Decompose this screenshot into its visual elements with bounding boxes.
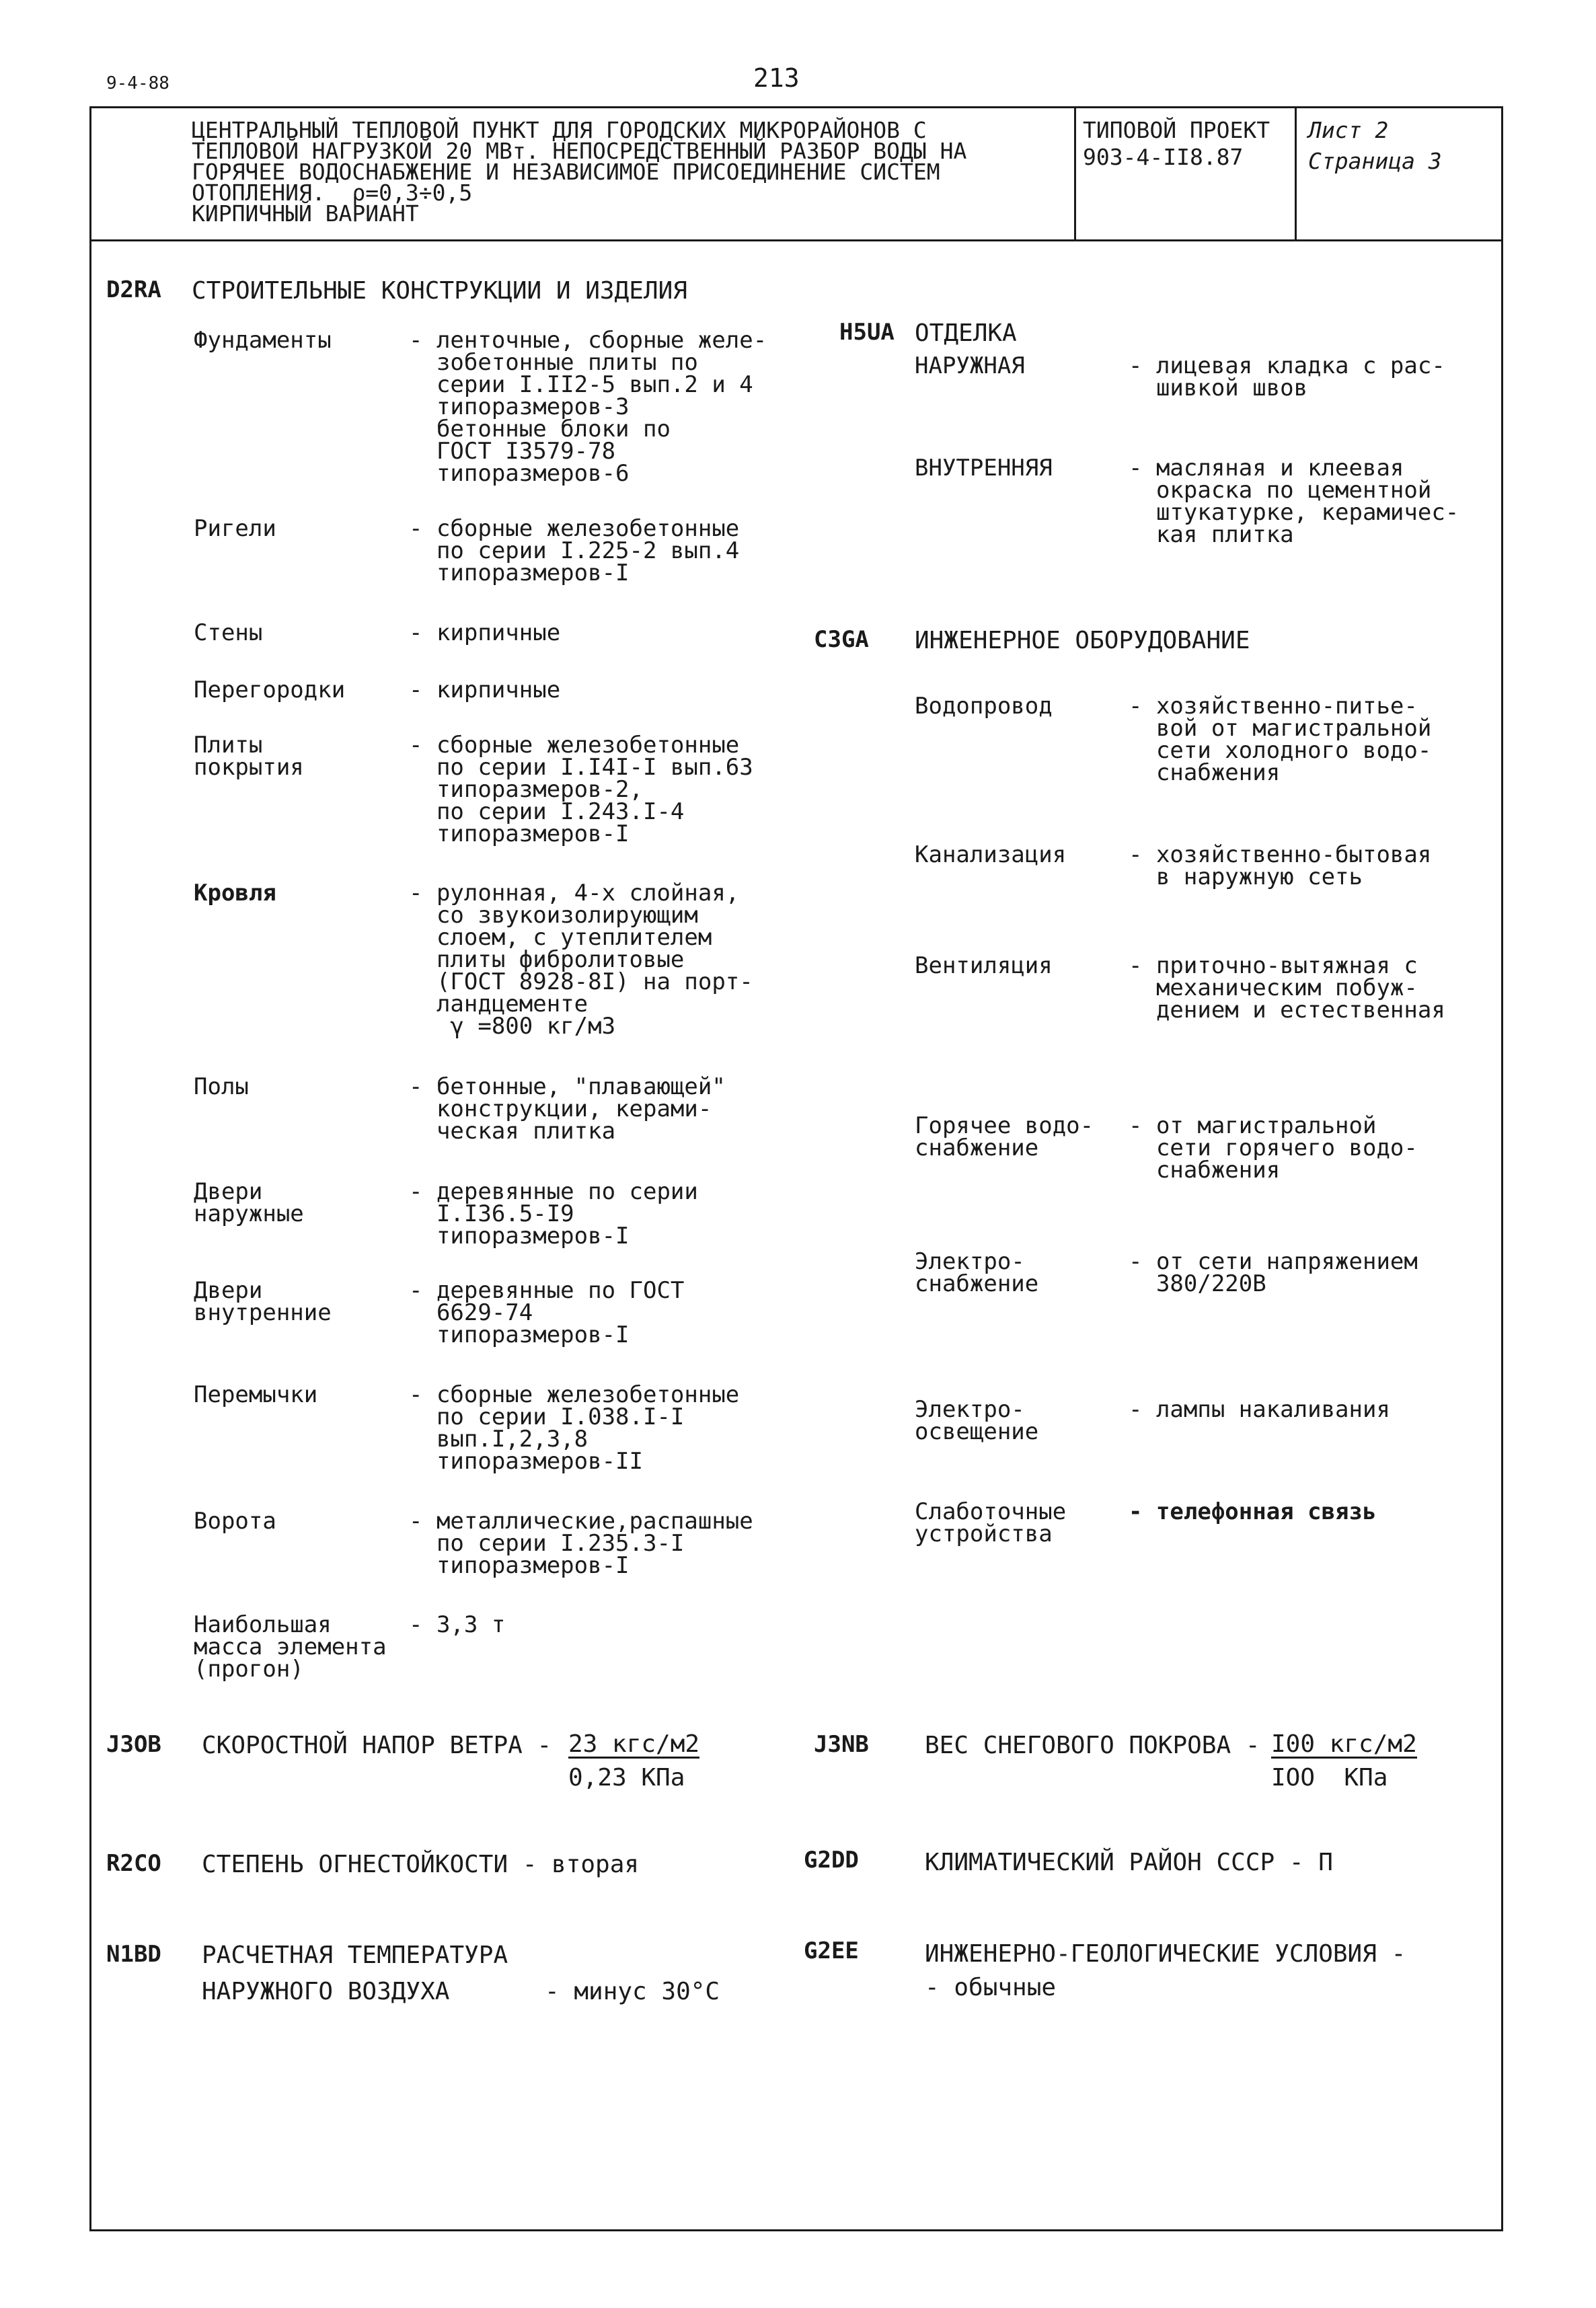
document-date: 9-4-88 — [106, 73, 169, 93]
header-divider — [89, 239, 1503, 241]
fire-value: вторая — [552, 1851, 640, 1878]
page-label: Страница 3 — [1308, 148, 1442, 174]
engineering-label-0: Водопровод — [915, 693, 1053, 720]
construction-value-11: - 3,3 т — [409, 1611, 506, 1638]
construction-label-3: Перегородки — [194, 677, 346, 703]
construction-code: D2RA — [106, 276, 161, 303]
engineering-value-2: - приточно-вытяжная с механическим побуж- дением и естественная — [1129, 952, 1445, 1024]
fire-label: СТЕПЕНЬ ОГНЕСТОЙКОСТИ - — [202, 1851, 537, 1878]
construction-label-11: Наибольшая масса элемента (прогон) — [194, 1611, 387, 1683]
climate-code: G2DD — [804, 1847, 859, 1874]
construction-value-0: - ленточные, сборные желе- зобетонные плиты по серии I.II2-5 вып.2 и 4 типоразмеров-3 бетонные блоки по ГОСТ I3579-78 типоразмеров-6 — [409, 327, 767, 487]
snow-code: J3NB — [814, 1731, 869, 1758]
engineering-value-1: - хозяйственно-бытовая в наружную сеть — [1129, 841, 1432, 890]
engineering-value-3: - от магистральной сети горячего водо- снабжения — [1129, 1112, 1418, 1184]
construction-value-6: - бетонные, "плавающей" конструкции, керами- ческая плитка — [409, 1073, 726, 1145]
header-col-divider-1 — [1074, 106, 1076, 241]
engineering-label-5: Электро- освещение — [915, 1396, 1039, 1445]
temp-value: - минус 30°С — [545, 1978, 720, 2005]
construction-value-4: - сборные железобетонные по серии I.I4I-I вып.63 типоразмеров-2, по серии I.243.I-4 типоразмеров-I — [409, 732, 753, 847]
engineering-label-2: Вентиляция — [915, 952, 1053, 979]
wind-value-kpa: 0,23 КПа — [568, 1764, 685, 1792]
snow-value-kpa: IOO КПа — [1271, 1764, 1388, 1792]
construction-value-1: - сборные железобетонные по серии I.225-2 вып.4 типоразмеров-I — [409, 515, 740, 586]
construction-value-9: - сборные железобетонные по серии I.038.I-I вып.I,2,3,8 типоразмеров-II — [409, 1381, 740, 1475]
construction-label-6: Полы — [194, 1073, 249, 1100]
finish-title: ОТДЕЛКА — [915, 319, 1017, 347]
geo-code: G2EE — [804, 1937, 859, 1964]
geo-line-2: - обычные — [925, 1974, 1057, 2001]
engineering-value-4: - от сети напряжением 380/220В — [1129, 1248, 1418, 1297]
construction-label-2: Стены — [194, 619, 263, 646]
temp-line-2: НАРУЖНОГО ВОЗДУХА — [202, 1978, 450, 2005]
construction-value-3: - кирпичные — [409, 677, 561, 703]
snow-value-kgs: I00 кгс/м2 — [1271, 1730, 1417, 1758]
construction-value-7: - деревянные по серии I.I36.5-I9 типоразмеров-I — [409, 1178, 698, 1249]
finish-code: H5UA — [839, 319, 895, 346]
project-label: ТИПОВОЙ ПРОЕКТ — [1083, 117, 1270, 143]
engineering-label-1: Канализация — [915, 841, 1067, 868]
engineering-value-6: - телефонная связь — [1129, 1498, 1377, 1525]
temp-line-1: РАСЧЕТНАЯ ТЕМПЕРАТУРА — [202, 1941, 508, 1969]
project-number: 903-4-II8.87 — [1083, 144, 1244, 170]
header-title — [192, 117, 1066, 227]
construction-label-8: Двери внутренние — [194, 1277, 332, 1326]
construction-label-1: Ригели — [194, 515, 276, 542]
engineering-label-4: Электро- снабжение — [915, 1248, 1039, 1297]
engineering-value-5: - лампы накаливания — [1129, 1396, 1390, 1423]
title-line-2: ТЕПЛОВОЙ НАГРУЗКОЙ 20 МВт. НЕПОСРЕДСТВЕННЫЙ РАЗБОР ВОДЫ НА — [192, 138, 967, 164]
title-line-3: ГОРЯЧЕЕ ВОДОСНАБЖЕНИЕ И НЕЗАВИСИМОЕ ПРИСОЕДИНЕНИЕ СИСТЕМ — [192, 159, 940, 185]
construction-label-5: Кровля — [194, 880, 276, 907]
snow-label: ВЕС СНЕГОВОГО ПОКРОВА - — [925, 1732, 1260, 1759]
construction-label-9: Перемычки — [194, 1381, 318, 1408]
geo-line-1: ИНЖЕНЕРНО-ГЕОЛОГИЧЕСКИЕ УСЛОВИЯ - — [925, 1940, 1406, 1968]
engineering-label-3: Горячее водо- снабжение — [915, 1112, 1094, 1161]
construction-label-4: Плиты покрытия — [194, 732, 304, 781]
engineering-code: C3GA — [814, 626, 869, 653]
finish-value-0: - лицевая кладка с рас- шивкой швов — [1129, 352, 1445, 401]
finish-value-1: - масляная и клеевая окраска по цементной штукатурке, керамичес- кая плитка — [1129, 455, 1459, 548]
title-line-5: КИРПИЧНЫЙ ВАРИАНТ — [192, 200, 419, 227]
title-line-4: ОТОПЛЕНИЯ. ρ=0,3÷0,5 — [192, 180, 473, 206]
climate-label: КЛИМАТИЧЕСКИЙ РАЙОН СССР - П — [925, 1849, 1333, 1876]
wind-value-kgs: 23 кгс/м2 — [568, 1730, 700, 1758]
sheet-number: Лист 2 — [1308, 117, 1389, 143]
construction-value-8: - деревянные по ГОСТ 6629-74 типоразмеров-I — [409, 1277, 685, 1348]
engineering-value-0: - хозяйственно-питье- вой от магистральной сети холодного водо- снабжения — [1129, 693, 1432, 786]
construction-label-0: Фундаменты — [194, 327, 332, 354]
construction-title: СТРОИТЕЛЬНЫЕ КОНСТРУКЦИИ И ИЗДЕЛИЯ — [192, 277, 687, 305]
temp-code: N1BD — [106, 1941, 161, 1968]
finish-label-0: НАРУЖНАЯ — [915, 352, 1025, 379]
engineering-title: ИНЖЕНЕРНОЕ ОБОРУДОВАНИЕ — [915, 627, 1250, 654]
construction-label-10: Ворота — [194, 1508, 276, 1535]
construction-value-2: - кирпичные — [409, 619, 561, 646]
construction-label-7: Двери наружные — [194, 1178, 304, 1227]
construction-value-5: - рулонная, 4-х слойная, со звукоизолирующим слоем, с утеплителем плиты фибролитовые (ГОСТ 8928-8I) на порт- ландцементе γ =800 кг/м3 — [409, 880, 753, 1040]
construction-value-10: - металлические,распашные по серии I.235.3-I типоразмеров-I — [409, 1508, 753, 1579]
page-number: 213 — [753, 63, 800, 93]
fire-code: R2CO — [106, 1850, 161, 1877]
header-col-divider-2 — [1295, 106, 1297, 241]
engineering-label-6: Слаботочные устройства — [915, 1498, 1067, 1547]
title-line-1: ЦЕНТРАЛЬНЫЙ ТЕПЛОВОЙ ПУНКТ ДЛЯ ГОРОДСКИХ МИКРОРАЙОНОВ С — [192, 117, 927, 143]
wind-code: J3OB — [106, 1731, 161, 1758]
wind-label: СКОРОСТНОЙ НАПОР ВЕТРА - — [202, 1732, 552, 1759]
finish-label-1: ВНУТРЕННЯЯ — [915, 455, 1053, 482]
